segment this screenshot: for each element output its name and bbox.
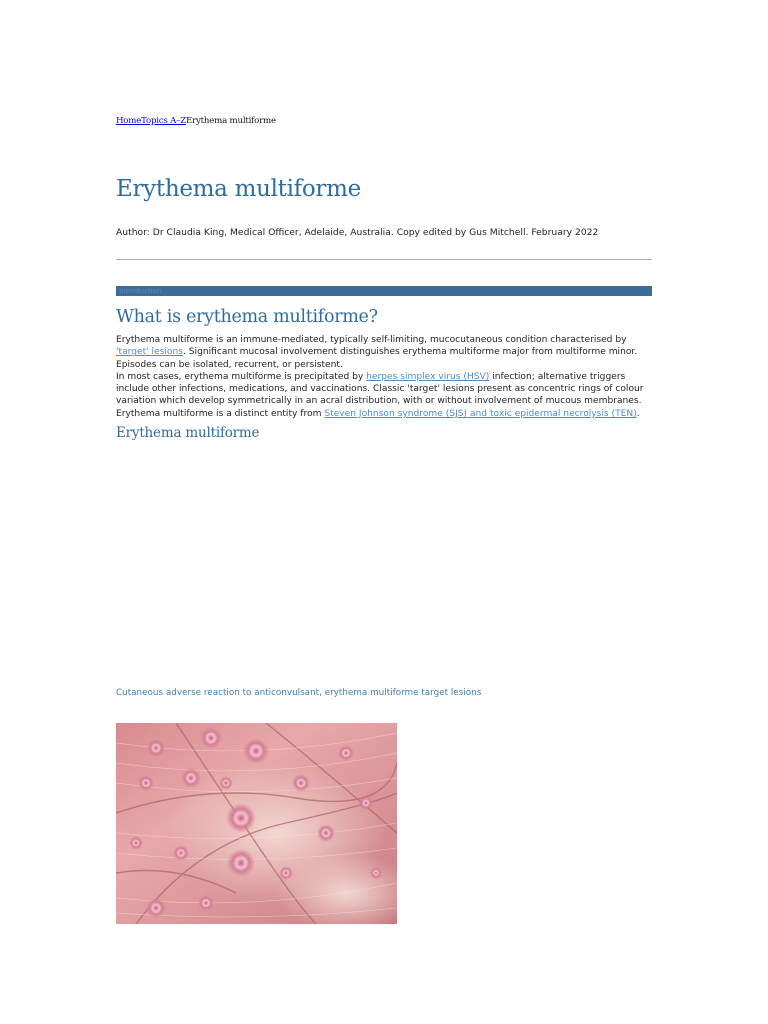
paragraph bbox=[116, 408, 652, 420]
breadcrumb bbox=[116, 116, 276, 126]
author-line: Author: Dr Claudia King, Medical Officer, Adelaide, Australia. Copy edited by Gus Mitchell. February 2022 bbox=[116, 227, 599, 238]
image-caption: Cutaneous adverse reaction to anticonvulsant, erythema multiforme target lesions bbox=[116, 688, 482, 698]
paragraph: Episodes can be isolated, recurrent, or persistent. bbox=[116, 359, 343, 370]
paragraph-text: Erythema multiforme is an immune-mediated, typically self-limiting, mucocutaneous condition characterised by bbox=[116, 335, 627, 345]
page-title: Erythema multiforme bbox=[116, 176, 361, 202]
hsv-link[interactable]: herpes simplex virus (HSV) bbox=[366, 371, 490, 382]
paragraph-text: In most cases, erythema multiforme is precipitated by bbox=[116, 371, 367, 382]
section-heading: What is erythema multiforme? bbox=[116, 307, 378, 327]
section-bar bbox=[116, 286, 652, 296]
paragraph-text: infection; alternative triggers include other infections, medications, and vaccinations. Classic 'target' lesions present as concentric rings of colour variation which develop symmetrically in an acral distribution, with or without involvement of mucous membranes. bbox=[116, 371, 644, 407]
breadcrumb-current: Erythema multiforme bbox=[186, 116, 276, 126]
clinical-photo[interactable] bbox=[116, 723, 397, 924]
gallery-heading: Erythema multiforme bbox=[116, 425, 260, 441]
target-lesions-link[interactable]: 'target' lesions bbox=[116, 347, 183, 358]
paragraph-text: . bbox=[636, 408, 640, 419]
breadcrumb-home-link[interactable]: Home bbox=[116, 116, 142, 126]
breadcrumb-topics-link[interactable]: Topics A–Z bbox=[141, 116, 187, 126]
section-bar-label: Introduction bbox=[119, 287, 162, 295]
article-body bbox=[116, 334, 652, 420]
paragraph bbox=[116, 371, 652, 408]
sjs-ten-link[interactable]: Steven Johnson syndrome (SJS) and toxic epidermal necrolysis (TEN) bbox=[324, 408, 637, 419]
paragraph-text: Erythema multiforme is a distinct entity from bbox=[116, 408, 325, 419]
divider bbox=[116, 259, 652, 260]
skin-lesions-image bbox=[116, 723, 397, 924]
paragraph-text: . Significant mucosal involvement distinguishes erythema multiforme major from multiforme minor. bbox=[183, 347, 638, 358]
paragraph bbox=[116, 334, 652, 359]
